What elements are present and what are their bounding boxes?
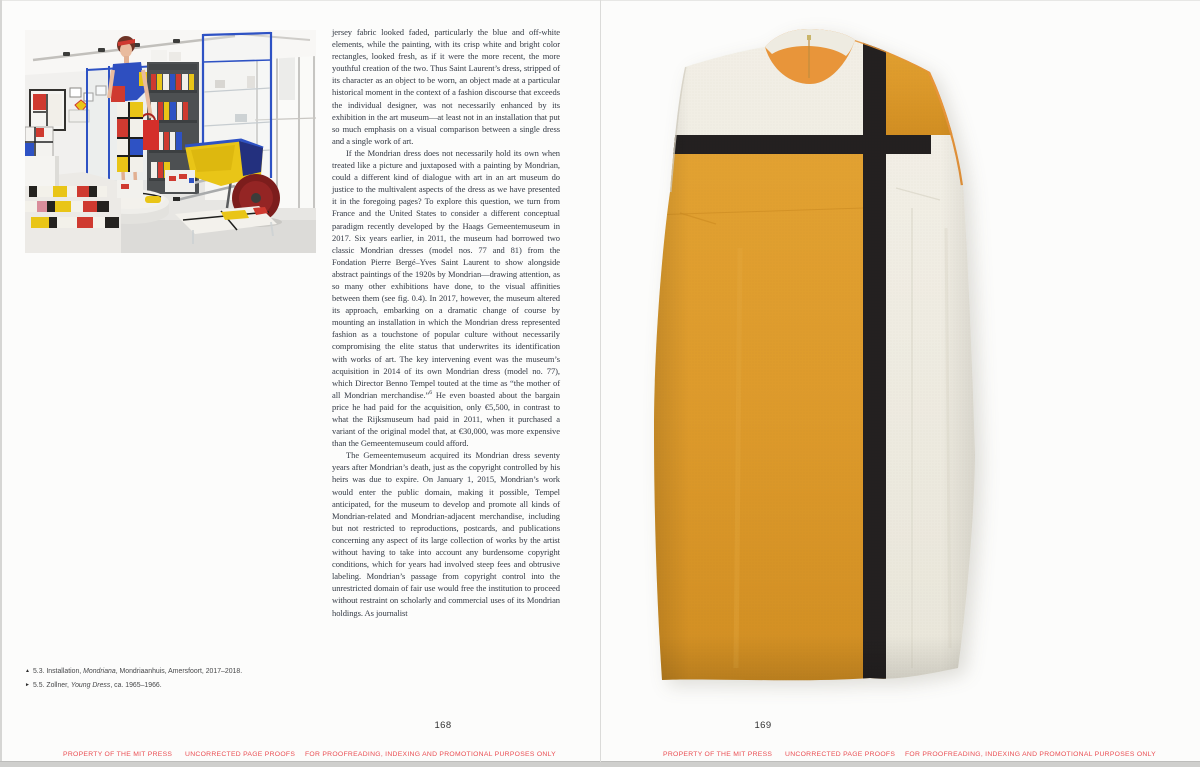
caption-5-5-post: , ca. 1965–1966. (110, 681, 162, 689)
installation-photo-svg (25, 30, 316, 253)
footnote-marker-6: 6 (429, 389, 433, 396)
footer-mit-press-left: PROPERTY OF THE MIT PRESS (63, 751, 173, 758)
dress (650, 28, 980, 688)
footer-purpose-left: FOR PROOFREADING, INDEXING AND PROMOTIONAL PURPOSES ONLY (305, 751, 556, 758)
footer-purpose-right: FOR PROOFREADING, INDEXING AND PROMOTIONAL PURPOSES ONLY (905, 751, 1156, 758)
paragraph-2-text-a: If the Mondrian dress does not necessarily hold its own when treated like a picture and juxtaposed with a painting by Mondrian, could a different kind of dialogue with art in an art museum do justice to the multivalent aspects of the dress as we have presented it in the foregoing pages? To explore this question, we turn from France and the United States to consider a different conceptual paradigm recently developed by the Haags Gemeentemuseum in 2017. Six years earlier, in 2011, the museum had borrowed two classic Mondrian dresses (model nos. 77 and 81) from the Fondation Pierre Bergé–Yves Saint Laurent to show alongside abstract paintings of the 1920s by Mondrian—drawing attention, as so many other exhibitions have done, to the visual affinities between them (see fig. 0.4). In 2017, however, the museum altered its approach, embarking on a dramatic change of course by mounting an installation in which the Mondrian dress represented fashion as a touchstone of popular culture without necessarily compromising the elite status that underwrites its identification with works of art. The key intervening event was the museum’s acquisition in 2014 of its own Mondrian dress (model no. 77), which Director Benno Tempel touted at the time as “the mother of all Mondrian merchandise.” (332, 147, 560, 400)
body-text-column (332, 26, 560, 619)
paragraph-3: The Gemeentemuseum acquired its Mondrian dress seventy years after Mondrian’s death, just as the copyright controlled by his heirs was due to expire. On January 1, 2015, Mondrian’s work would enter the public domain, making it possible, Tempel anticipated, for the museum to develop and promote all kinds of Mondrian-related and Mondrian-adjacent merchandise, including but not restricted to reproductions, postcards, and publications concerning any aspect of its large collection of works by the artist without having to take into account any burdensome copyright conditions, which for years had involved steep fees and obtrusive labeling. Mondrian’s passage from copyright control into the unrestricted domain of fair use would free the institution to proceed without restraint on scholarly and commercial uses of its Mondrian holdings. As journalist (332, 450, 560, 618)
dress-photo-fig-5-5 (650, 28, 980, 688)
caption-5-5-title: Young Dress (70, 681, 111, 689)
dress-photo-svg (650, 28, 980, 688)
footer-page-proofs-left: UNCORRECTED PAGE PROOFS (185, 751, 296, 758)
triangle-right-icon: ► (25, 681, 30, 688)
caption-5-3-pre: 5.3. Installation, (32, 668, 84, 675)
footer-page-proofs-right: UNCORRECTED PAGE PROOFS (785, 751, 896, 758)
triangle-up-icon: ▲ (25, 668, 30, 674)
figure-captions (25, 665, 242, 692)
mondrian-trousers (117, 102, 143, 172)
caption-fig-5-3 (25, 665, 242, 679)
caption-5-3-title: Mondriana (83, 668, 116, 675)
footer-mit-press-right: PROPERTY OF THE MIT PRESS (663, 751, 773, 758)
caption-5-3-post: , Mondriaanhuis, Amersfoort, 2017–2018. (115, 668, 243, 675)
paragraph-1: jersey fabric looked faded, particularly the blue and off-white elements, while the painting, with its crisp white and bright color rectangles, looked fresh, as if it were the more recent, the more youthful creation of the two. Thus Saint Laurent’s dress, stripped of its character as an object to be worn, an object made at a particular historical moment in the context of a fashion discourse that exceeds the individual designer, was not necessarily enhanced by its exhibition in the art museum—at least not in an installation that put so much emphasis on a visual comparison between a single dress and a single work of art. (332, 27, 560, 146)
installation-photo-fig-5-3 (25, 30, 316, 253)
page-gutter (600, 0, 601, 762)
paragraph-2 (332, 147, 560, 449)
page-number-right: 169 (754, 720, 772, 731)
caption-5-5-pre: 5.5. Zollner, (32, 681, 71, 689)
page-number-left: 168 (434, 720, 452, 731)
caption-fig-5-5 (25, 679, 242, 693)
paragraph-2-text-b: He even boasted about the bargain price he had paid for the acquisition, only €5,500, in contrast to what the Rijksmuseum had paid in 2011, when it purchased a variant of the original model that, at €30,000, was more expensive than the Gemeentemuseum could afford. (332, 389, 561, 449)
page-left-edge (0, 0, 2, 767)
